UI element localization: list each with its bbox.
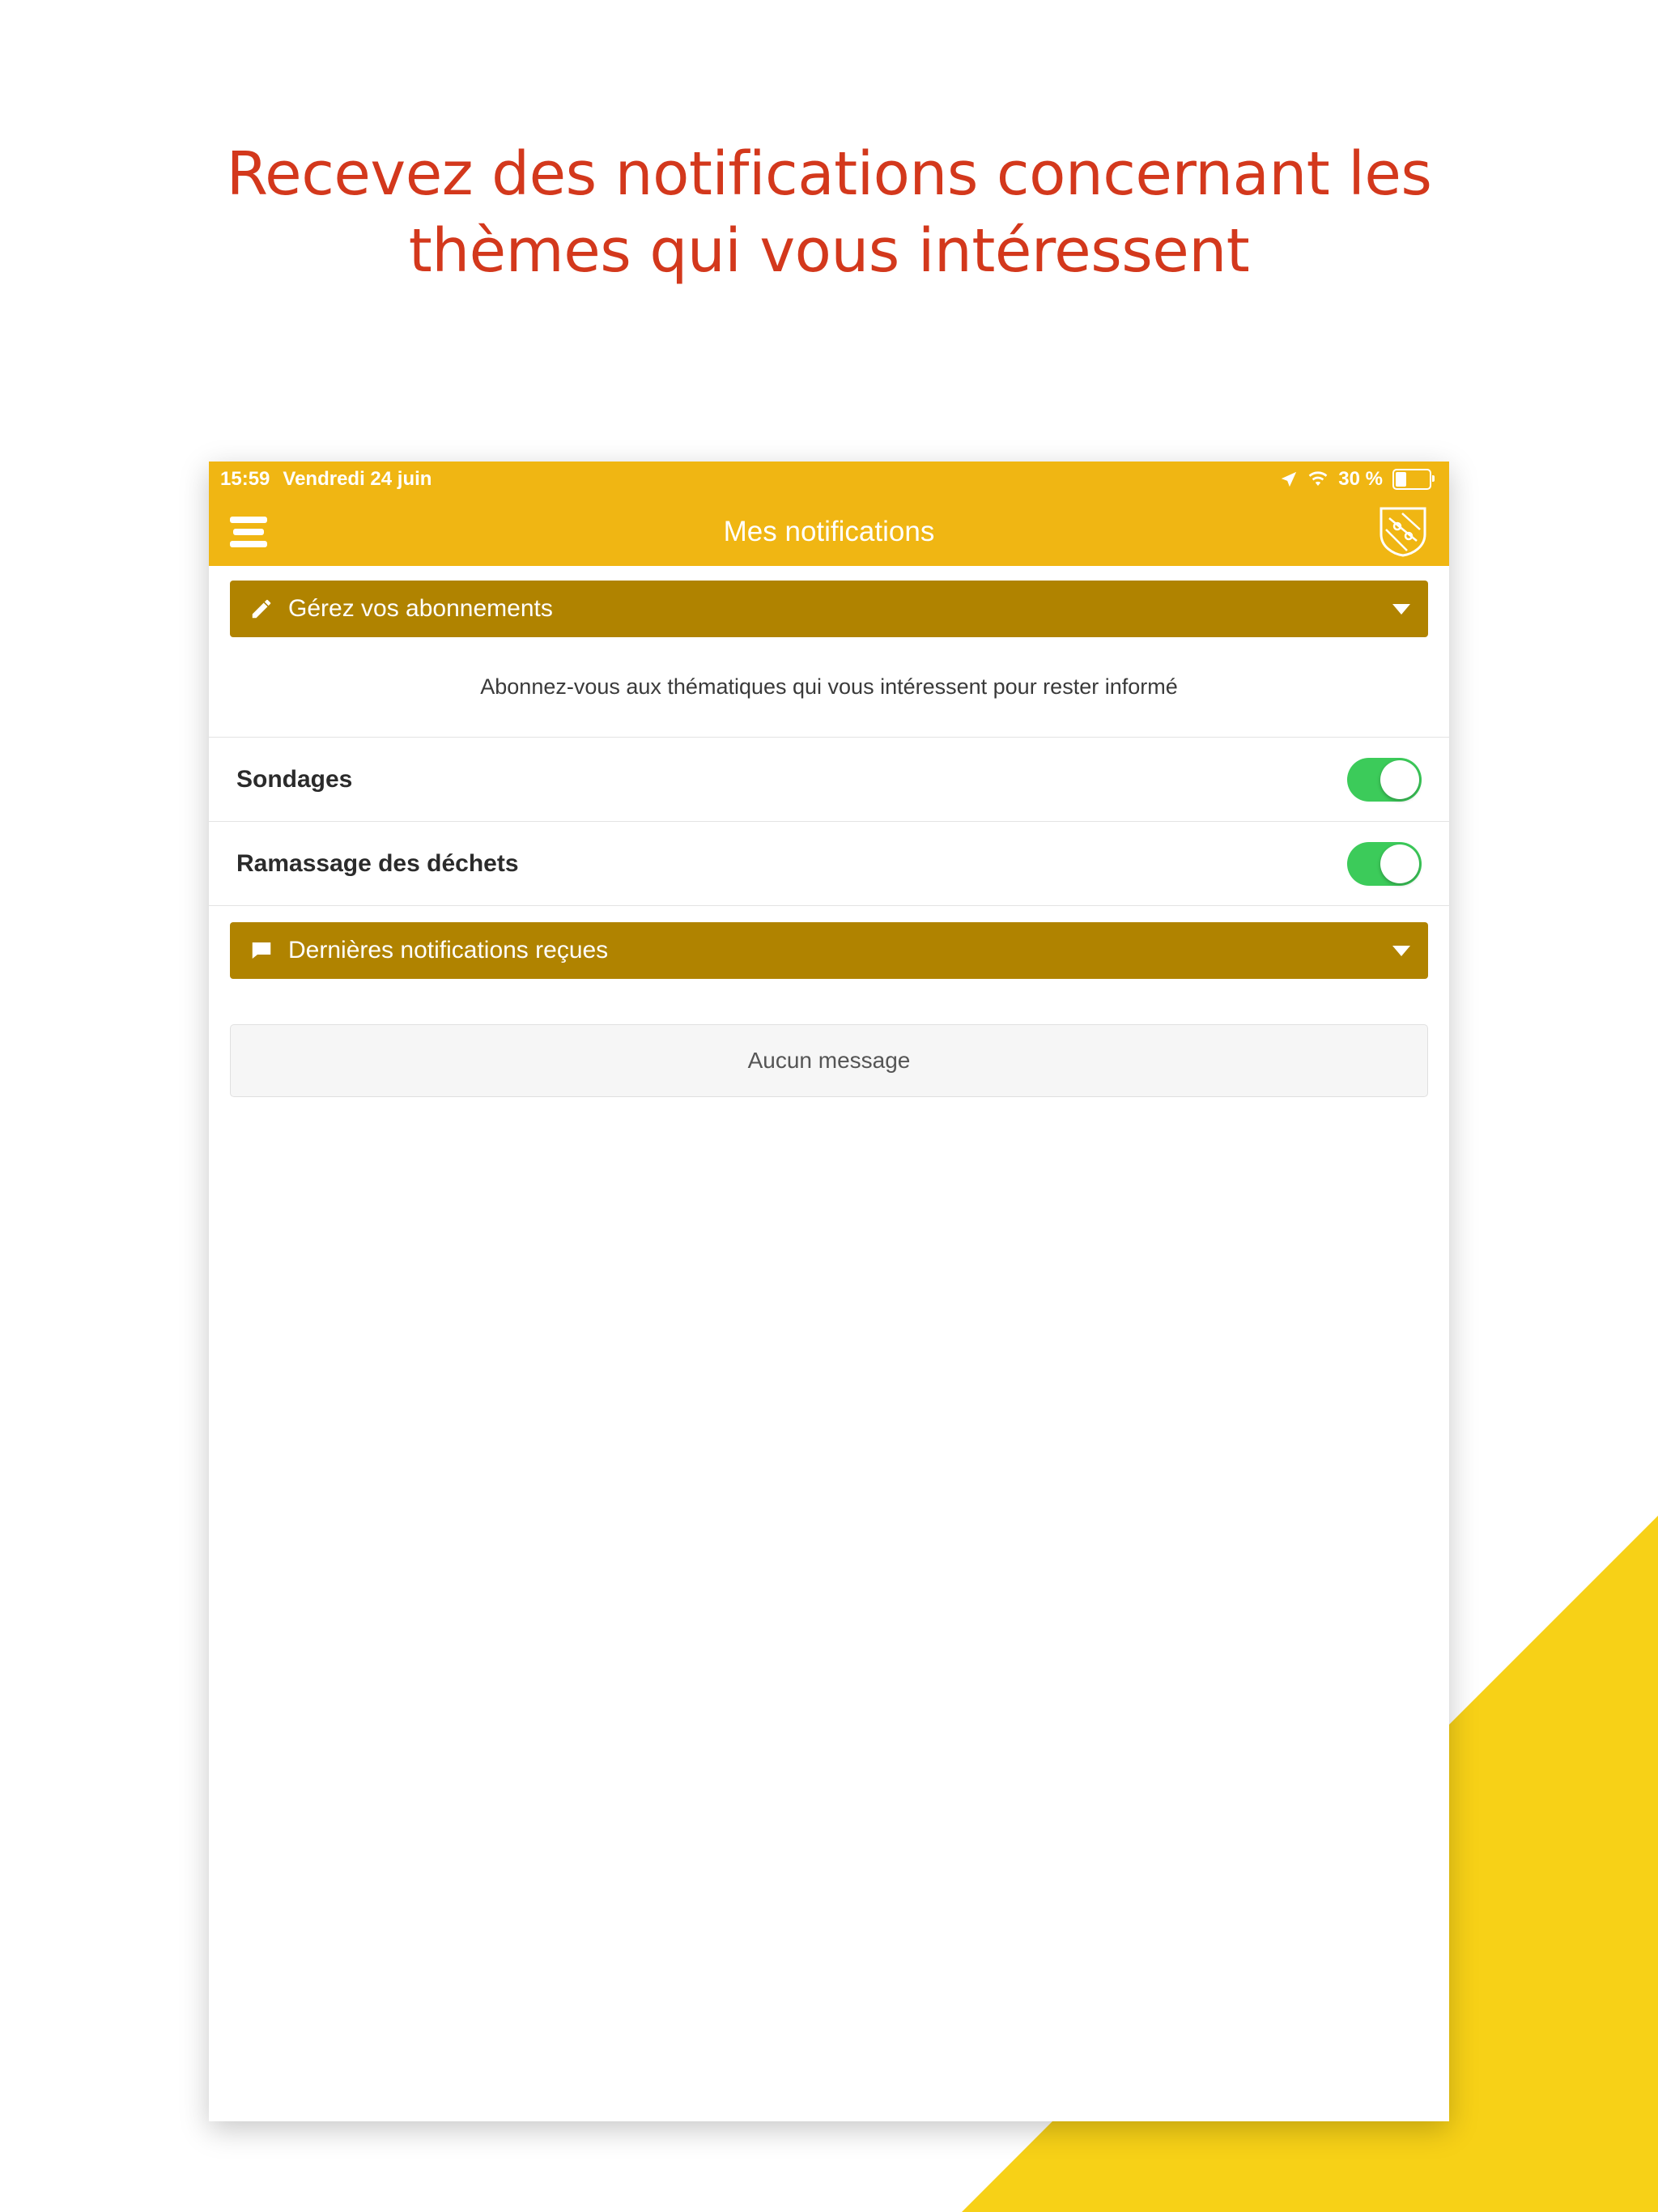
- section-label-subscriptions: Gérez vos abonnements: [288, 595, 553, 622]
- page-empty-area: [209, 1097, 1449, 2121]
- wifi-icon: [1307, 471, 1329, 487]
- toggle-switch-sondages[interactable]: [1347, 758, 1422, 802]
- status-time: 15:59: [220, 468, 270, 490]
- chevron-down-icon: [1392, 946, 1410, 956]
- toggle-switch-ramassage-dechets[interactable]: [1347, 842, 1422, 886]
- promo-headline: Recevez des notifications concernant les thèmes qui vous intéressent: [226, 139, 1432, 286]
- section-label-latest-notifications: Dernières notifications reçues: [288, 937, 609, 963]
- hamburger-menu-icon[interactable]: [230, 517, 267, 547]
- coat-of-arms-shield-icon[interactable]: [1378, 505, 1428, 559]
- section-header-latest-notifications[interactable]: [230, 922, 1428, 979]
- status-bar-right: [1280, 468, 1431, 491]
- empty-messages-card: Aucun message: [230, 1024, 1428, 1097]
- toggle-row-sondages[interactable]: [209, 738, 1449, 822]
- battery-percentage-label: 30 %: [1338, 468, 1383, 490]
- page-title: Mes notifications: [723, 515, 935, 547]
- subscriptions-intro-text: Abonnez-vous aux thématiques qui vous intéressent pour rester informé: [209, 637, 1449, 738]
- device-screenshot-frame: [209, 462, 1449, 2121]
- speech-bubble-icon: [248, 937, 275, 964]
- toggle-row-ramassage-dechets[interactable]: [209, 822, 1449, 906]
- toggle-label-ramassage-dechets: Ramassage des déchets: [236, 849, 519, 877]
- status-bar: [209, 462, 1449, 497]
- location-arrow-icon: [1280, 470, 1298, 488]
- pencil-icon: [248, 595, 275, 623]
- section-header-subscriptions[interactable]: [230, 581, 1428, 637]
- status-date: Vendredi 24 juin: [283, 468, 432, 490]
- notifications-page: [209, 566, 1449, 2121]
- toggle-label-sondages: Sondages: [236, 765, 353, 793]
- chevron-down-icon: [1392, 604, 1410, 615]
- app-navigation-bar: [209, 497, 1449, 566]
- battery-icon: [1392, 469, 1431, 490]
- status-bar-left: [220, 468, 432, 491]
